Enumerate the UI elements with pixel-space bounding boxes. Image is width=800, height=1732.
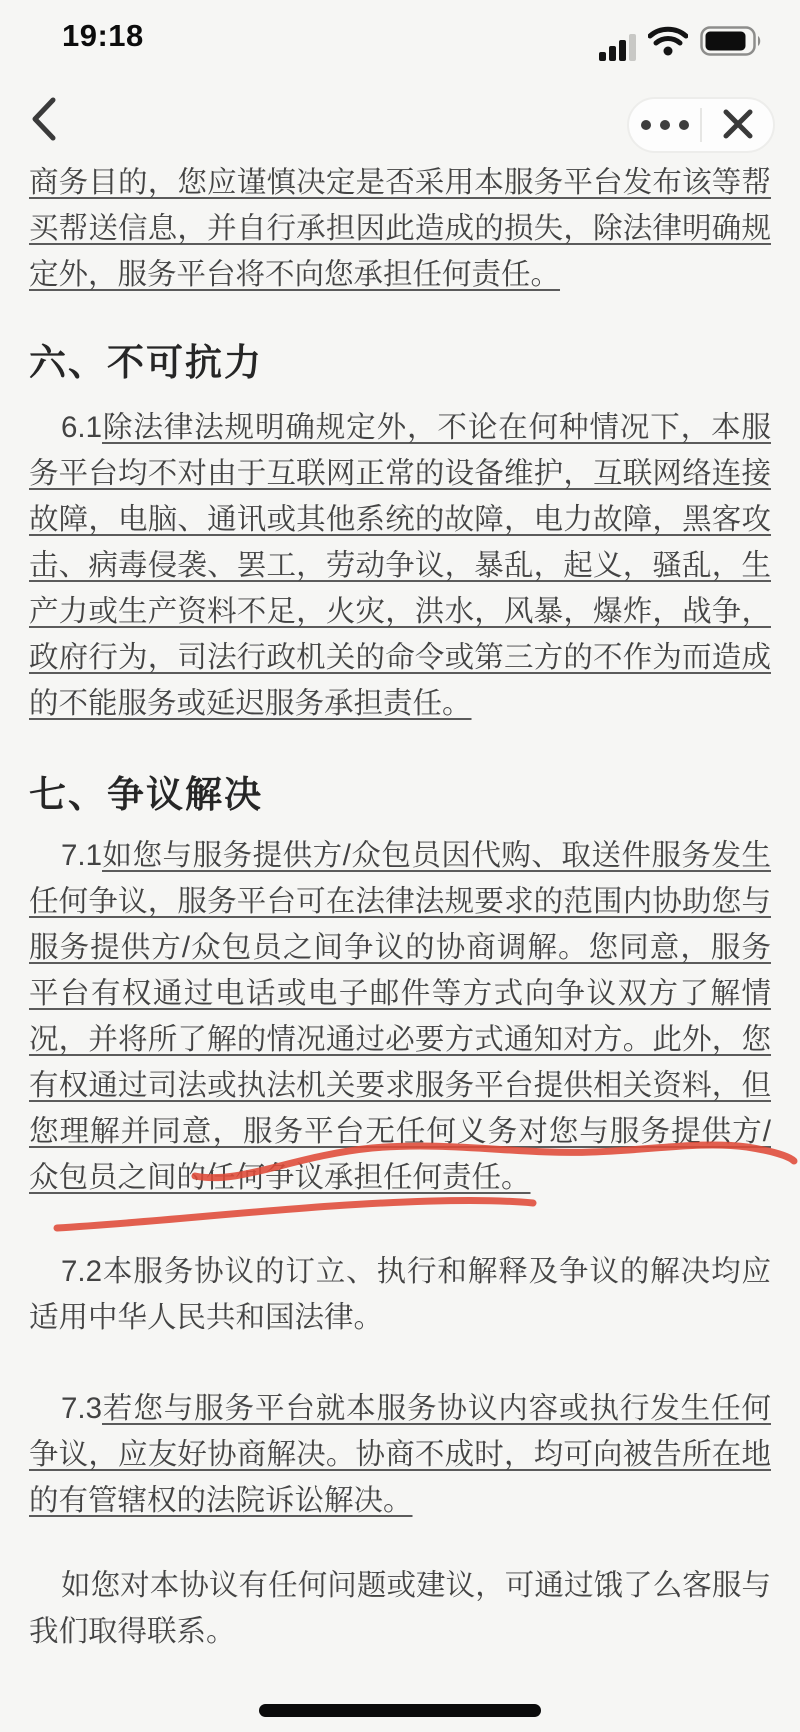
clause-paragraph-7-1 <box>29 833 771 1201</box>
plain-text: 本服务协议的订立、执行和解释及争议的解决均应适用中华人民共和国法律。 <box>29 1255 771 1334</box>
underlined-text: 除法律法规明确规定外，不论在何种情况下，本服务平台均不对由于互联网正常的设备维护，互联网络连接故障，电脑、通讯或其他系统的故障，电力故障，黑客攻击、病毒侵袭、罢工，劳动争议，暴乱，起义，骚乱，生产力或生产资料不足，火灾，洪水，风暴，爆炸，战争，政府行为，司法行政机关的命令或第三方的不作为而造成的不能服务或延迟服务承担责任。 <box>29 411 771 720</box>
underlined-text: 若您与服务平台就本服务协议内容或执行发生任何争议，应友好协商解决。协商不成时，均可向被告所在地的有管辖权的法院诉讼解决。 <box>29 1392 771 1517</box>
battery-icon <box>700 26 762 61</box>
agreement-document[interactable] <box>0 155 800 1655</box>
home-indicator[interactable] <box>259 1704 541 1717</box>
clause-number: 7.1 <box>61 839 103 872</box>
back-button[interactable] <box>18 92 70 148</box>
underlined-text: 商务目的，您应谨慎决定是否采用本服务平台发布该等帮买帮送信息，并自行承担因此造成的损失，除法律明确规定外，服务平台将不向您承担任何责任。 <box>29 166 771 291</box>
clause-number: 6.1 <box>61 411 103 444</box>
clause-paragraph <box>29 160 771 298</box>
section-heading-force-majeure: 六、不可抗力 <box>29 342 263 383</box>
clock-time: 19:18 <box>62 18 144 53</box>
clause-number: 7.3 <box>61 1392 103 1425</box>
clause-paragraph-7-3 <box>29 1386 771 1524</box>
status-bar <box>0 0 800 60</box>
clause-paragraph-6-1 <box>29 405 771 727</box>
status-icons <box>599 26 762 61</box>
nav-bar <box>0 60 800 155</box>
underlined-text: 如您与服务提供方/众包员因代购、取送件服务发生任何争议，服务平台可在法律法规要求的范围内协助您与服务提供方/众包员之间争议的协商调解。您同意，服务平台有权通过电话或电子邮件等方式向争议双方了解情况，并将所了解的情况通过必要方式通知对方。此外，您有权通过司法或执法机关要求服务平台提供相关资料，但您理解并同意，服务平台无任何义务对您与服务提供方/众包员之间的任何争议承担任何责任。 <box>29 839 771 1194</box>
clause-paragraph-7-2 <box>29 1249 771 1341</box>
ellipsis-icon <box>641 120 689 130</box>
cellular-signal-icon <box>599 33 636 61</box>
chevron-left-icon <box>31 97 57 144</box>
close-button[interactable] <box>702 99 773 151</box>
closing-paragraph <box>29 1563 771 1655</box>
plain-text: 如您对本协议有任何问题或建议，可通过饿了么客服与我们取得联系。 <box>29 1569 771 1648</box>
menu-capsule <box>627 97 775 153</box>
close-icon <box>722 108 754 143</box>
more-button[interactable] <box>629 99 700 151</box>
clause-number: 7.2 <box>61 1255 103 1288</box>
wifi-icon <box>648 26 688 61</box>
section-heading-dispute-resolution: 七、争议解决 <box>29 774 263 815</box>
